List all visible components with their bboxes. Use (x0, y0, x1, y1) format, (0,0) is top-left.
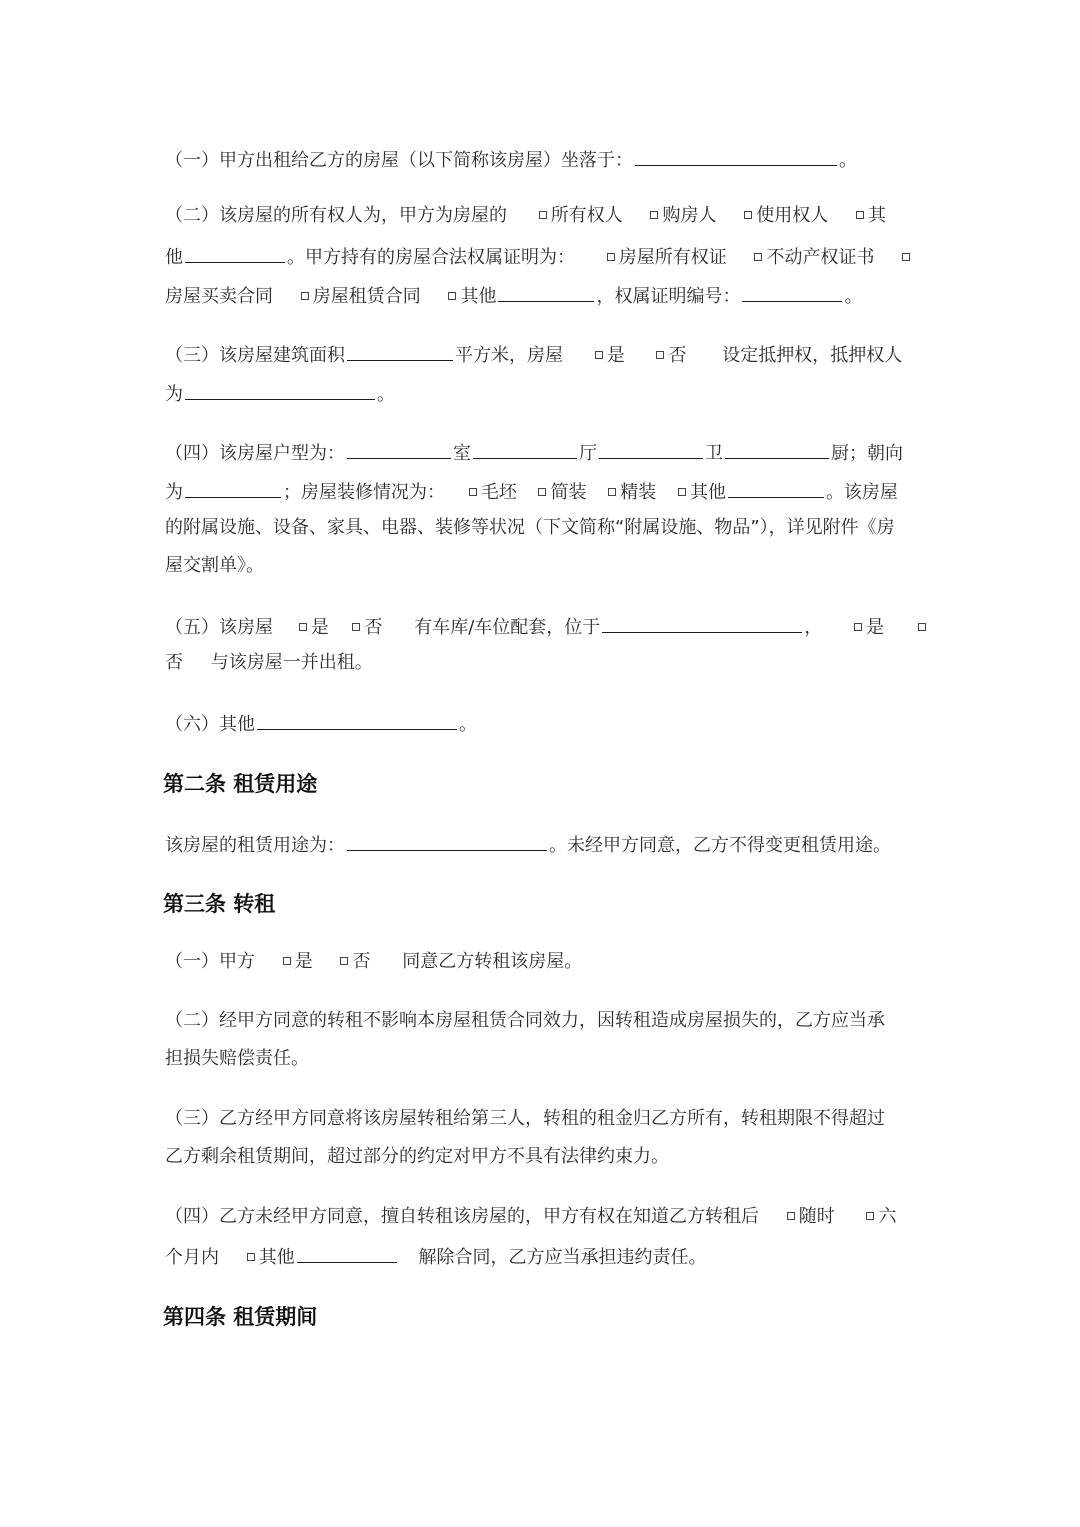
punct: 。 (844, 286, 863, 307)
blank-halls[interactable] (473, 440, 577, 459)
punct: ， (804, 617, 823, 638)
owner-option[interactable] (539, 205, 623, 227)
clause-text: （五）该房屋 (165, 617, 273, 638)
garage-rent-yes[interactable] (854, 617, 884, 639)
clause-1-1 (165, 147, 925, 172)
checkbox-icon[interactable] (607, 253, 615, 261)
mortgage-no[interactable] (656, 345, 686, 367)
clause-text: 乙方剩余租赁期间，超过部分的约定对甲方不具有法律约束力。 (165, 1146, 669, 1167)
option-label: 是 (294, 951, 313, 972)
article-4-title: 第四条 租赁期间 (163, 1305, 318, 1329)
terminate-other[interactable] (247, 1247, 295, 1269)
article-3-p3-line1 (165, 1108, 925, 1130)
option-label: 是 (866, 617, 885, 638)
article-3-p4-line2 (165, 1244, 925, 1269)
option-label: 否 (364, 617, 383, 638)
checkbox-icon[interactable] (754, 253, 762, 261)
clause-text: 同意乙方转租该房屋。 (402, 951, 583, 972)
clause-text: （四）乙方未经甲方同意，擅自转租该房屋的，甲方有权在知道乙方转租后 (165, 1206, 759, 1227)
option-label: 使用权人 (756, 205, 829, 226)
clause-text: （三）该房屋建筑面积 (165, 345, 345, 366)
option-label: 房屋买卖合同 (165, 286, 273, 307)
clause-1-6 (165, 711, 925, 736)
clause-text: 厨；朝向 (831, 443, 903, 464)
cert-option-2[interactable] (754, 247, 874, 269)
clause-text: （一）甲方 (165, 951, 255, 972)
clause-text: 的附属设施、设备、家具、电器、装修等状况（下文简称“附属设施、物品”），详见附件《房 (165, 517, 895, 538)
sublet-no[interactable] (340, 951, 370, 973)
clause-text: ，权属证明编号： (596, 286, 741, 307)
clause-text: 与该房屋一并出租。 (210, 652, 373, 673)
buyer-option[interactable] (650, 205, 716, 227)
cert-option-5[interactable] (448, 286, 496, 308)
deco-fine[interactable] (608, 482, 656, 504)
terminate-six-months[interactable] (866, 1206, 896, 1228)
terminate-anytime[interactable] (787, 1206, 835, 1228)
clause-1-2-line1 (165, 205, 925, 227)
clause-text: （二）经甲方同意的转租不影响本房屋租赁合同效力，因转租造成房屋损失的，乙方应当承 (165, 1010, 885, 1031)
article-3-title: 第三条 转租 (163, 892, 276, 916)
checkbox-icon[interactable] (247, 1253, 255, 1261)
blank-orientation[interactable] (185, 479, 281, 498)
option-label: 随时 (798, 1206, 835, 1227)
cert-option-1[interactable] (607, 247, 727, 269)
garage-yes[interactable] (299, 617, 329, 639)
article-2-p1 (165, 832, 925, 857)
blank-cert-number[interactable] (742, 283, 842, 302)
clause-text: 室 (453, 443, 471, 464)
article-3-p1 (165, 951, 925, 973)
checkbox-icon[interactable] (650, 211, 658, 219)
checkbox-icon[interactable] (902, 253, 910, 261)
clause-text: （一）甲方出租给乙方的房屋（以下简称该房屋）坐落于： (165, 150, 633, 171)
option-label: 是 (310, 617, 329, 638)
option-label: 六 (878, 1206, 897, 1227)
clause-text: 屋交割单》。 (165, 555, 264, 576)
mortgage-yes[interactable] (595, 345, 625, 367)
blank-area[interactable] (347, 342, 453, 361)
clause-text: 他 (165, 247, 183, 268)
checkbox-icon[interactable] (301, 292, 309, 300)
clause-text: 平方米，房屋 (455, 345, 563, 366)
deco-rough[interactable] (469, 482, 517, 504)
deco-other[interactable] (678, 482, 726, 504)
option-label: 精装 (620, 482, 657, 503)
clause-1-2-line3 (165, 283, 925, 308)
sublet-yes[interactable] (283, 951, 313, 973)
clause-1-4-line2 (165, 479, 925, 504)
option-label: 个月内 (165, 1247, 219, 1268)
checkbox-icon[interactable] (918, 623, 926, 631)
blank-garage-location[interactable] (602, 614, 802, 633)
clause-text: 。甲方持有的房屋合法权属证明为： (287, 247, 575, 268)
clause-text: ；房屋装修情况为： (283, 482, 445, 503)
clause-text: （六）其他 (165, 714, 255, 735)
option-label: 其他 (689, 482, 726, 503)
user-right-option[interactable] (744, 205, 828, 227)
checkbox-icon[interactable] (283, 957, 291, 965)
option-label: 房屋租赁合同 (312, 286, 421, 307)
checkbox-icon[interactable] (854, 623, 862, 631)
clause-text: （四）该房屋户型为： (165, 443, 345, 464)
blank-usage[interactable] (347, 832, 547, 851)
option-label: 其 (867, 205, 886, 226)
option-label: 否 (668, 345, 687, 366)
option-label: 否 (165, 652, 183, 673)
article-3-p2-line2 (165, 1048, 925, 1070)
clause-text: 设定抵押权，抵押权人 (722, 345, 903, 366)
blank-other[interactable] (257, 711, 457, 730)
blank-terminate-other[interactable] (297, 1244, 397, 1263)
checkbox-icon[interactable] (595, 351, 603, 359)
checkbox-icon[interactable] (340, 957, 348, 965)
option-label: 毛坯 (480, 482, 517, 503)
punct: 。 (377, 384, 395, 405)
blank-kitchens[interactable] (725, 440, 829, 459)
checkbox-icon[interactable] (608, 488, 616, 496)
clause-text: 解除合同，乙方应当承担违约责任。 (418, 1247, 707, 1268)
blank-rooms[interactable] (347, 440, 451, 459)
clause-text: 为 (165, 384, 183, 405)
other-option[interactable] (856, 205, 886, 227)
deco-simple[interactable] (538, 482, 586, 504)
clause-text: 。未经甲方同意，乙方不得变更租赁用途。 (549, 835, 891, 856)
option-label: 所有权人 (550, 205, 623, 226)
garage-no[interactable] (352, 617, 382, 639)
checkbox-icon[interactable] (744, 211, 752, 219)
article-3-p2-line1 (165, 1010, 925, 1032)
blank-mortgagee[interactable] (185, 381, 375, 400)
option-label: 是 (606, 345, 625, 366)
clause-text: 有车库/车位配套，位于 (414, 617, 601, 638)
checkbox-icon[interactable] (539, 211, 547, 219)
blank-address[interactable] (635, 147, 837, 166)
punct: 。 (459, 714, 477, 735)
clause-text: （三）乙方经甲方同意将该房屋转租给第三人，转租的租金归乙方所有，转租期限不得超过 (165, 1108, 885, 1129)
checkbox-icon[interactable] (299, 623, 307, 631)
option-label: 不动产权证书 (766, 247, 875, 268)
checkbox-icon[interactable] (866, 1212, 874, 1220)
checkbox-icon[interactable] (448, 292, 456, 300)
clause-text: 卫 (705, 443, 723, 464)
clause-text: 厅 (579, 443, 597, 464)
checkbox-icon[interactable] (656, 351, 664, 359)
option-label: 简装 (550, 482, 587, 503)
clause-1-5-line1 (165, 614, 925, 639)
punct: 。 (839, 150, 857, 171)
option-label: 其他 (460, 286, 497, 307)
checkbox-icon[interactable] (469, 488, 477, 496)
clause-text: 为 (165, 482, 183, 503)
article-3-p3-line2 (165, 1146, 925, 1168)
article-3-p4-line1 (165, 1206, 925, 1228)
cert-option-4[interactable] (301, 286, 421, 308)
blank-deco-other[interactable] (728, 479, 824, 498)
option-label: 其他 (258, 1247, 295, 1268)
clause-1-5-line2 (165, 652, 925, 674)
clause-1-4-line4 (165, 555, 925, 577)
garage-rent-no-box[interactable] (918, 617, 930, 639)
clause-1-3-line2 (165, 381, 925, 406)
clause-1-4-line1 (165, 440, 925, 465)
clause-1-3-line1 (165, 342, 925, 367)
option-label: 房屋所有权证 (618, 247, 727, 268)
blank-owner-other[interactable] (185, 244, 285, 263)
checkbox-icon[interactable] (787, 1212, 795, 1220)
blank-cert-other[interactable] (498, 283, 594, 302)
article-2-title: 第二条 租赁用途 (163, 772, 318, 796)
clause-1-4-line3 (165, 517, 925, 539)
clause-1-2-line2 (165, 244, 925, 269)
checkbox-icon[interactable] (352, 623, 360, 631)
option-label: 购房人 (662, 205, 717, 226)
checkbox-icon[interactable] (856, 211, 864, 219)
cert-option-3-box[interactable] (902, 247, 914, 269)
checkbox-icon[interactable] (538, 488, 546, 496)
clause-text: 。该房屋 (825, 482, 898, 503)
clause-text: 该房屋的租赁用途为： (165, 835, 345, 856)
blank-baths[interactable] (599, 440, 703, 459)
option-label: 否 (352, 951, 371, 972)
checkbox-icon[interactable] (678, 488, 686, 496)
clause-text: 担损失赔偿责任。 (165, 1048, 309, 1069)
clause-text: （二）该房屋的所有权人为，甲方为房屋的 (165, 205, 507, 226)
